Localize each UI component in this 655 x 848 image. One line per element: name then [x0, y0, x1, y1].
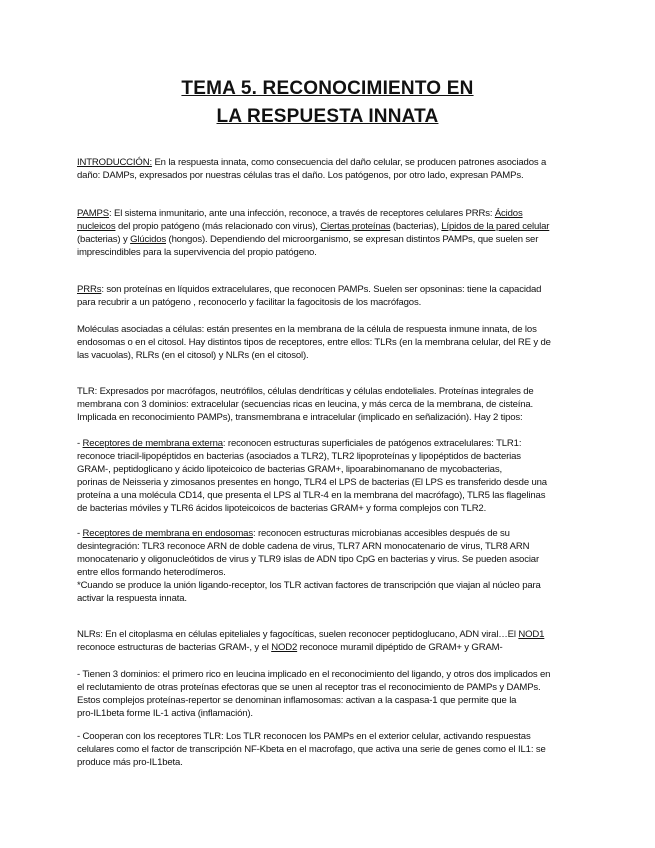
nlrs-term: NOD2 [271, 642, 298, 654]
intro-heading: INTRODUCCIÓN: [77, 157, 152, 168]
tlr-paragraph [77, 385, 582, 424]
dominios-line: pro-IL1beta forme IL-1 activa (inflamación). [77, 708, 253, 720]
nlrs-paragraph [77, 628, 582, 654]
intro-line [77, 156, 582, 169]
externa-text: : reconocen estructuras superficiales de patógenos extracelulares: TLR1: [222, 438, 522, 449]
externa-line: reconoce triacil-lipopéptidos en bacterias (asociados a TLR2), TLR2 lipoproteínas y lipopéptidos de bacterias [77, 451, 521, 463]
pamps-text: : El sistema inmunitario, ante una infección, reconoce, a través de receptores celulares PRRs: [108, 208, 495, 219]
tlr-line: membrana con 3 dominios: extracelular (secuencias ricas en leucina, y más cerca de la membrana, de cisteína. [77, 399, 534, 411]
prrs-heading: PRRs [77, 284, 102, 295]
prrs-text: : son proteínas en líquidos extracelulares, que reconocen PAMPs. Suelen ser opsoninas: tiene la capacidad [101, 284, 542, 295]
endosomas-heading: Receptores de membrana en endosomas [82, 528, 253, 539]
cooperan-line: celulares como el factor de transcripción NF-Kbeta en el macrofago, que activa una serie de genes como el IL1: se [77, 744, 546, 756]
prrs-line: para recubrir a un patógeno , reconocerlo y facilitar la fagocitosis de los macrófagos. [77, 297, 422, 309]
endosomas-line [77, 527, 582, 540]
pamps-term: nucleicos [77, 221, 116, 233]
externa-heading: Receptores de membrana externa [82, 438, 223, 449]
externa-line: de bacterias móviles y TLR6 ácidos lipoteicoicos de bacterias GRAM+ y forma complejos con TLR2. [77, 503, 487, 515]
nlrs-text: NLRs: En el citoplasma en células epiteliales y fagocíticas, suelen reconocer peptidoglucano, ADN viral…El [77, 629, 519, 640]
tlr-line: Implicada en reconocimiento PAMPs), transmembrana e intracelular (implicado en señalización). Hay 2 tipos: [77, 412, 523, 424]
endosomas-line: *Cuando se produce la unión ligando-receptor, los TLR activan factores de transcripción que viajan al núcleo para [77, 580, 541, 592]
dominios-line: - Tienen 3 dominios: el primero rico en leucina implicado en el reconocimiento del ligando, y otros dos implicados en [77, 669, 551, 680]
externa-line [77, 437, 582, 450]
pamps-term: Lípidos de la pared celular [441, 221, 550, 233]
endosomas-line: activar la respuesta innata. [77, 593, 187, 605]
moleculas-line: endosomas o en el citosol. Hay distintos tipos de receptores, entre ellos: TLRs (en la membrana celular, del RE y de [77, 337, 551, 349]
nlrs-text: reconoce estructuras de bacterias GRAM-, y el [77, 642, 272, 654]
endosomas-paragraph [77, 527, 582, 606]
intro-paragraph [77, 156, 582, 182]
dominios-paragraph [77, 668, 582, 720]
pamps-text: (bacterias), [390, 221, 442, 233]
intro-text: En la respuesta innata, como consecuencia del daño celular, se producen patrones asociados a [151, 157, 547, 168]
cooperan-line: produce más pro-IL1beta. [77, 757, 183, 769]
document-title-line-1: TEMA 5. RECONOCIMIENTO EN [181, 78, 474, 99]
pamps-text: (bacterias) y [77, 234, 131, 246]
tlr-line: TLR: Expresados por macrófagos, neutrófilos, células dendríticas y células endoteliales. Proteínas integrales de [77, 386, 534, 397]
externa-line: GRAM-, peptidoglicano y ácido lipoteicoico de bacterias GRAM+, lipoarabinomanano de mycobacterias, [77, 464, 502, 476]
endosomas-line: desintegración: TLR3 reconoce ARN de doble cadena de virus, TLR7 ARN monocatenario de virus, TLR8 ARN [77, 541, 530, 553]
prrs-paragraph [77, 283, 582, 309]
pamps-paragraph [77, 207, 582, 259]
endosomas-text: : reconocen estructuras microbianas accesibles después de su [252, 528, 510, 539]
pamps-line [77, 233, 582, 246]
pamps-line: imprescindibles para la supervivencia del propio patógeno. [77, 247, 317, 259]
pamps-term: Glúcidos [130, 234, 167, 246]
nlrs-line [77, 628, 582, 641]
nlrs-term: NOD1 [518, 629, 545, 640]
endosomas-line: monocatenario y oligonucleótidos de virus y TLR9 islas de ADN tipo CpG en bacterias y virus. Se pueden asociar [77, 554, 539, 566]
dominios-line: el reclutamiento de otras proteínas efectoras que se unen al receptor tras el reconocimiento de PAMPs y DAMPs. [77, 682, 541, 694]
moleculas-line: Moléculas asociadas a células: están presentes en la membrana de la célula de respuesta inmune innata, de los [77, 324, 537, 335]
pamps-term: Ácidos [494, 208, 523, 219]
moleculas-paragraph [77, 323, 582, 362]
externa-line: porinas de Neisseria y zimosanos presentes en hongo, TLR4 el LPS de bacterias (El LPS es transferido desde una [77, 477, 547, 489]
pamps-line [77, 207, 582, 220]
pamps-line [77, 220, 582, 233]
externa-dash: - [77, 438, 83, 449]
prrs-line [77, 283, 582, 296]
nlrs-text: reconoce muramil dipéptido de GRAM+ y GRAM- [297, 642, 503, 654]
cooperan-paragraph [77, 730, 582, 769]
nlrs-line [77, 641, 582, 654]
endosomas-dash: - [77, 528, 83, 539]
cooperan-line: - Cooperan con los receptores TLR: Los TLR reconocen los PAMPs en el exterior celular, activando respuestas [77, 731, 531, 742]
dominios-line: Estos complejos proteínas-repertor se denominan inflamosomas: activan a la caspasa-1 que permite que la [77, 695, 517, 707]
externa-paragraph [77, 437, 582, 516]
pamps-text: (hongos). Dependiendo del microorganismo, se expresan distintos PAMPs, que suelen ser [166, 234, 539, 246]
pamps-text: del propio patógeno (más relacionado con virus), [115, 221, 321, 233]
pamps-term: Ciertas proteínas [320, 221, 391, 233]
intro-line: daño: DAMPs, expresados por nuestras células tras el daño. Los patógenos, por otro lado, expresan PAMPs. [77, 170, 524, 182]
endosomas-line: entre ellos formando heterodímeros. [77, 567, 226, 579]
externa-line: proteína a una molécula CD14, que presenta el LPS al TLR-4 en la membrana del macrófago), TLR5 las flagelinas [77, 490, 546, 502]
document-title-line-2: LA RESPUESTA INNATA [216, 106, 439, 127]
pamps-heading: PAMPS [77, 208, 109, 219]
moleculas-line: las vacuolas), RLRs (en el citosol) y NLRs (en el citosol). [77, 350, 309, 362]
